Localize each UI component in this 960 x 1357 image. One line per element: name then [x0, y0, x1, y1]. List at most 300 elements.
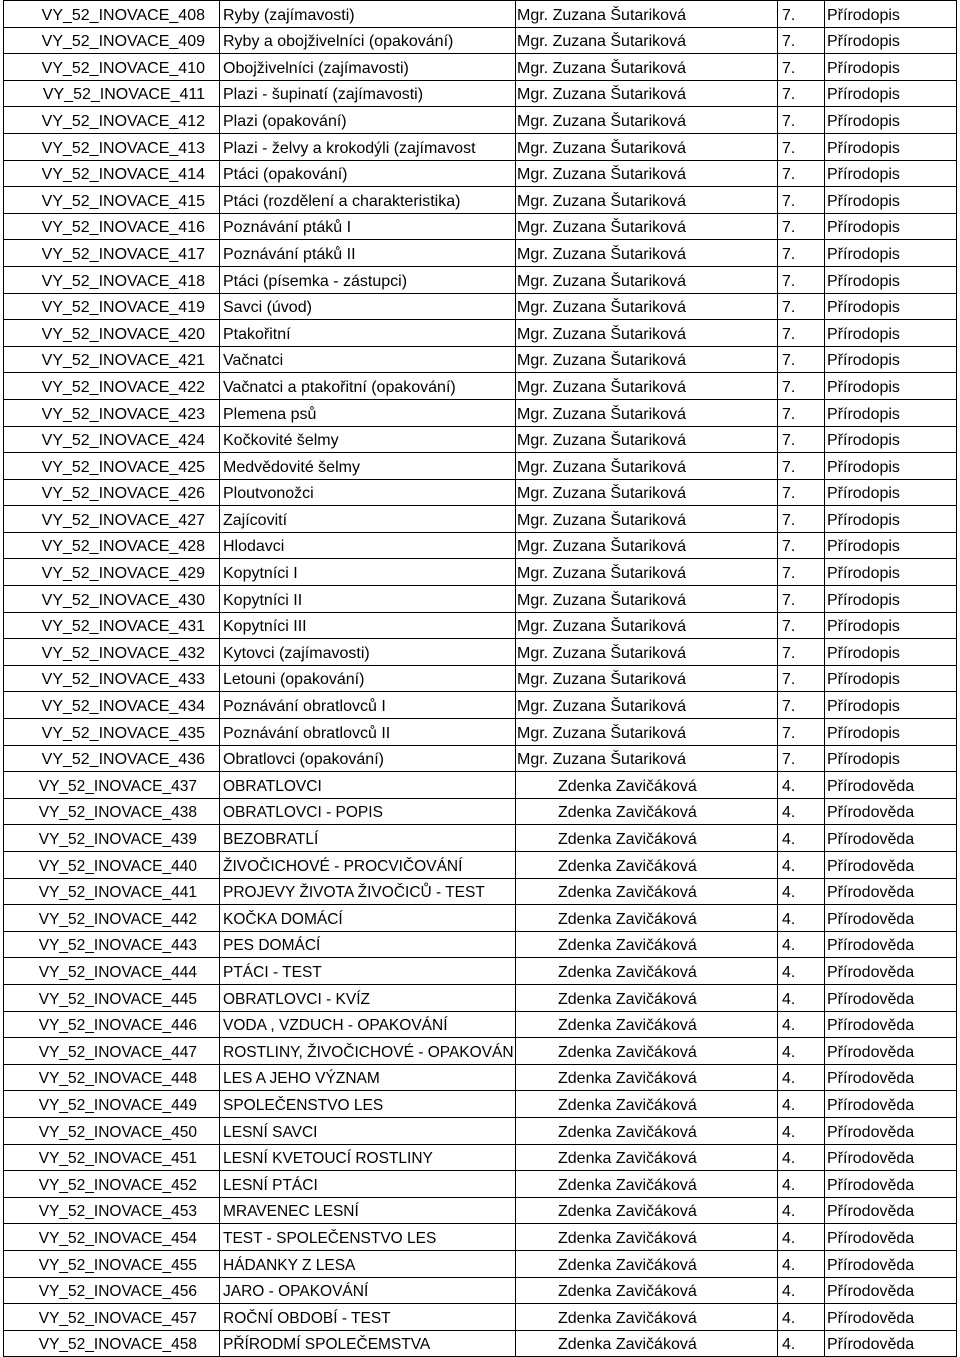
cell-name: Ryby (zajímavosti)	[220, 1, 516, 28]
cell-name: TEST - SPOLEČENSTVO LES	[220, 1224, 516, 1251]
cell-grade: 7.	[778, 54, 825, 81]
cell-code: VY_52_INOVACE_418	[4, 266, 220, 293]
cell-author: Mgr. Zuzana Šutariková	[516, 1, 778, 28]
table-row	[4, 506, 957, 533]
table-row	[4, 639, 957, 666]
cell-code: VY_52_INOVACE_415	[4, 187, 220, 214]
cell-code: VY_52_INOVACE_427	[4, 506, 220, 533]
cell-code: VY_52_INOVACE_425	[4, 453, 220, 480]
cell-author: Mgr. Zuzana Šutariková	[516, 80, 778, 107]
cell-grade: 7.	[778, 745, 825, 772]
cell-subject: Přírodověda	[825, 1064, 957, 1091]
cell-code: VY_52_INOVACE_441	[4, 878, 220, 905]
cell-grade: 4.	[778, 1304, 825, 1331]
cell-name: Ptáci (opakování)	[220, 160, 516, 187]
cell-code: VY_52_INOVACE_430	[4, 586, 220, 613]
cell-name: VODA , VZDUCH - OPAKOVÁNÍ	[220, 1011, 516, 1038]
cell-grade: 4.	[778, 905, 825, 932]
table-row	[4, 240, 957, 267]
cell-subject: Přírodopis	[825, 692, 957, 719]
cell-author: Mgr. Zuzana Šutariková	[516, 719, 778, 746]
cell-subject: Přírodověda	[825, 878, 957, 905]
cell-grade: 4.	[778, 984, 825, 1011]
cell-name: OBRATLOVCI - POPIS	[220, 798, 516, 825]
cell-subject: Přírodopis	[825, 719, 957, 746]
cell-subject: Přírodopis	[825, 373, 957, 400]
cell-author: Mgr. Zuzana Šutariková	[516, 399, 778, 426]
table-row	[4, 931, 957, 958]
cell-grade: 4.	[778, 852, 825, 879]
cell-name: LESNÍ PTÁCI	[220, 1171, 516, 1198]
cell-code: VY_52_INOVACE_454	[4, 1224, 220, 1251]
cell-grade: 4.	[778, 1011, 825, 1038]
cell-author: Zdenka Zavičáková	[516, 1277, 778, 1304]
cell-name: Ryby a obojživelníci (opakování)	[220, 27, 516, 54]
cell-grade: 7.	[778, 266, 825, 293]
cell-subject: Přírodopis	[825, 532, 957, 559]
cell-code: VY_52_INOVACE_456	[4, 1277, 220, 1304]
cell-grade: 7.	[778, 293, 825, 320]
cell-grade: 7.	[778, 320, 825, 347]
cell-grade: 4.	[778, 1250, 825, 1277]
cell-name: ROČNÍ OBDOBÍ - TEST	[220, 1304, 516, 1331]
cell-grade: 4.	[778, 1171, 825, 1198]
cell-author: Mgr. Zuzana Šutariková	[516, 107, 778, 134]
cell-name: KOČKA DOMÁCÍ	[220, 905, 516, 932]
cell-author: Zdenka Zavičáková	[516, 1064, 778, 1091]
cell-subject: Přírodopis	[825, 187, 957, 214]
cell-author: Mgr. Zuzana Šutariková	[516, 320, 778, 347]
cell-author: Mgr. Zuzana Šutariková	[516, 54, 778, 81]
table-row	[4, 426, 957, 453]
cell-grade: 4.	[778, 1091, 825, 1118]
cell-subject: Přírodopis	[825, 426, 957, 453]
cell-code: VY_52_INOVACE_446	[4, 1011, 220, 1038]
cell-name: PTÁCI - TEST	[220, 958, 516, 985]
table-row	[4, 453, 957, 480]
materials-table	[3, 0, 957, 1357]
cell-grade: 4.	[778, 958, 825, 985]
cell-author: Zdenka Zavičáková	[516, 905, 778, 932]
cell-grade: 7.	[778, 453, 825, 480]
cell-author: Mgr. Zuzana Šutariková	[516, 27, 778, 54]
cell-name: OBRATLOVCI	[220, 772, 516, 799]
cell-name: Ptáci (rozdělení a charakteristika)	[220, 187, 516, 214]
cell-name: Savci (úvod)	[220, 293, 516, 320]
cell-subject: Přírodopis	[825, 213, 957, 240]
cell-name: OBRATLOVCI - KVÍZ	[220, 984, 516, 1011]
table-row	[4, 1171, 957, 1198]
cell-subject: Přírodověda	[825, 1091, 957, 1118]
cell-author: Zdenka Zavičáková	[516, 1117, 778, 1144]
cell-name: Hlodavci	[220, 532, 516, 559]
cell-code: VY_52_INOVACE_458	[4, 1330, 220, 1357]
cell-subject: Přírodověda	[825, 852, 957, 879]
cell-code: VY_52_INOVACE_409	[4, 27, 220, 54]
cell-subject: Přírodopis	[825, 107, 957, 134]
cell-code: VY_52_INOVACE_443	[4, 931, 220, 958]
cell-code: VY_52_INOVACE_433	[4, 665, 220, 692]
cell-code: VY_52_INOVACE_426	[4, 479, 220, 506]
cell-name: HÁDANKY Z LESA	[220, 1250, 516, 1277]
table-row	[4, 54, 957, 81]
cell-name: Kopytníci I	[220, 559, 516, 586]
cell-subject: Přírodopis	[825, 133, 957, 160]
table-row	[4, 1091, 957, 1118]
cell-author: Zdenka Zavičáková	[516, 1171, 778, 1198]
cell-code: VY_52_INOVACE_451	[4, 1144, 220, 1171]
cell-grade: 7.	[778, 506, 825, 533]
cell-code: VY_52_INOVACE_438	[4, 798, 220, 825]
cell-subject: Přírodověda	[825, 931, 957, 958]
cell-subject: Přírodopis	[825, 665, 957, 692]
table-row	[4, 692, 957, 719]
cell-subject: Přírodopis	[825, 612, 957, 639]
cell-subject: Přírodopis	[825, 266, 957, 293]
cell-name: Plemena psů	[220, 399, 516, 426]
cell-name: Poznávání ptáků II	[220, 240, 516, 267]
cell-code: VY_52_INOVACE_436	[4, 745, 220, 772]
cell-subject: Přírodověda	[825, 1038, 957, 1065]
cell-author: Mgr. Zuzana Šutariková	[516, 160, 778, 187]
cell-code: VY_52_INOVACE_444	[4, 958, 220, 985]
cell-grade: 7.	[778, 665, 825, 692]
cell-name: MRAVENEC LESNÍ	[220, 1197, 516, 1224]
cell-subject: Přírodopis	[825, 27, 957, 54]
table-row	[4, 798, 957, 825]
cell-code: VY_52_INOVACE_445	[4, 984, 220, 1011]
cell-grade: 4.	[778, 1038, 825, 1065]
cell-code: VY_52_INOVACE_411	[4, 80, 220, 107]
cell-grade: 7.	[778, 426, 825, 453]
cell-subject: Přírodověda	[825, 1171, 957, 1198]
table-row	[4, 1064, 957, 1091]
cell-code: VY_52_INOVACE_431	[4, 612, 220, 639]
cell-grade: 7.	[778, 612, 825, 639]
table-row	[4, 905, 957, 932]
cell-code: VY_52_INOVACE_437	[4, 772, 220, 799]
cell-code: VY_52_INOVACE_448	[4, 1064, 220, 1091]
cell-author: Zdenka Zavičáková	[516, 852, 778, 879]
cell-subject: Přírodověda	[825, 1144, 957, 1171]
table-row	[4, 1250, 957, 1277]
cell-subject: Přírodověda	[825, 1197, 957, 1224]
cell-author: Mgr. Zuzana Šutariková	[516, 346, 778, 373]
table-row	[4, 107, 957, 134]
table-row	[4, 878, 957, 905]
cell-author: Mgr. Zuzana Šutariková	[516, 453, 778, 480]
cell-author: Zdenka Zavičáková	[516, 1011, 778, 1038]
cell-grade: 4.	[778, 1117, 825, 1144]
cell-grade: 4.	[778, 931, 825, 958]
cell-name: LESNÍ KVETOUCÍ ROSTLINY	[220, 1144, 516, 1171]
cell-subject: Přírodověda	[825, 1330, 957, 1357]
cell-author: Mgr. Zuzana Šutariková	[516, 612, 778, 639]
cell-name: Letouni (opakování)	[220, 665, 516, 692]
table-row	[4, 772, 957, 799]
cell-name: Kopytníci III	[220, 612, 516, 639]
cell-author: Mgr. Zuzana Šutariková	[516, 479, 778, 506]
cell-subject: Přírodopis	[825, 639, 957, 666]
table-row	[4, 266, 957, 293]
cell-code: VY_52_INOVACE_457	[4, 1304, 220, 1331]
cell-subject: Přírodověda	[825, 798, 957, 825]
cell-name: Zajícovití	[220, 506, 516, 533]
cell-code: VY_52_INOVACE_422	[4, 373, 220, 400]
table-row	[4, 1038, 957, 1065]
cell-code: VY_52_INOVACE_413	[4, 133, 220, 160]
cell-subject: Přírodopis	[825, 559, 957, 586]
cell-code: VY_52_INOVACE_440	[4, 852, 220, 879]
table-row	[4, 1277, 957, 1304]
cell-subject: Přírodopis	[825, 745, 957, 772]
cell-name: ROSTLINY, ŽIVOČICHOVÉ - OPAKOVÁN	[220, 1038, 516, 1065]
cell-code: VY_52_INOVACE_424	[4, 426, 220, 453]
cell-author: Zdenka Zavičáková	[516, 1250, 778, 1277]
cell-subject: Přírodopis	[825, 80, 957, 107]
cell-code: VY_52_INOVACE_434	[4, 692, 220, 719]
cell-name: LES A JEHO VÝZNAM	[220, 1064, 516, 1091]
table-row	[4, 373, 957, 400]
cell-name: Obojživelníci (zajímavosti)	[220, 54, 516, 81]
cell-grade: 7.	[778, 639, 825, 666]
table-row	[4, 852, 957, 879]
cell-subject: Přírodopis	[825, 54, 957, 81]
cell-name: Vačnatci a ptakořitní (opakování)	[220, 373, 516, 400]
cell-grade: 4.	[778, 1197, 825, 1224]
cell-grade: 7.	[778, 187, 825, 214]
cell-grade: 7.	[778, 1, 825, 28]
cell-subject: Přírodověda	[825, 1250, 957, 1277]
cell-code: VY_52_INOVACE_419	[4, 293, 220, 320]
cell-author: Zdenka Zavičáková	[516, 958, 778, 985]
cell-code: VY_52_INOVACE_450	[4, 1117, 220, 1144]
table-row	[4, 1011, 957, 1038]
cell-grade: 7.	[778, 532, 825, 559]
cell-subject: Přírodopis	[825, 479, 957, 506]
cell-author: Zdenka Zavičáková	[516, 984, 778, 1011]
cell-name: Kopytníci II	[220, 586, 516, 613]
cell-code: VY_52_INOVACE_412	[4, 107, 220, 134]
cell-subject: Přírodopis	[825, 586, 957, 613]
cell-name: PROJEVY ŽIVOTA ŽIVOČICŮ - TEST	[220, 878, 516, 905]
cell-author: Zdenka Zavičáková	[516, 1330, 778, 1357]
table-row	[4, 320, 957, 347]
cell-grade: 4.	[778, 798, 825, 825]
cell-author: Mgr. Zuzana Šutariková	[516, 293, 778, 320]
cell-grade: 7.	[778, 240, 825, 267]
cell-code: VY_52_INOVACE_449	[4, 1091, 220, 1118]
cell-name: PŘÍRODMÍ SPOLEČEMSTVA	[220, 1330, 516, 1357]
cell-author: Mgr. Zuzana Šutariková	[516, 240, 778, 267]
cell-subject: Přírodověda	[825, 905, 957, 932]
cell-grade: 7.	[778, 399, 825, 426]
table-row	[4, 479, 957, 506]
materials-table-body	[4, 1, 957, 1357]
cell-grade: 7.	[778, 719, 825, 746]
table-row	[4, 293, 957, 320]
table-row	[4, 213, 957, 240]
cell-author: Mgr. Zuzana Šutariková	[516, 133, 778, 160]
cell-code: VY_52_INOVACE_452	[4, 1171, 220, 1198]
cell-grade: 4.	[778, 878, 825, 905]
cell-author: Mgr. Zuzana Šutariková	[516, 426, 778, 453]
table-row	[4, 532, 957, 559]
cell-name: ŽIVOČICHOVÉ - PROCVIČOVÁNÍ	[220, 852, 516, 879]
cell-author: Mgr. Zuzana Šutariková	[516, 266, 778, 293]
cell-subject: Přírodopis	[825, 346, 957, 373]
cell-author: Zdenka Zavičáková	[516, 825, 778, 852]
table-row	[4, 559, 957, 586]
table-row	[4, 984, 957, 1011]
cell-author: Mgr. Zuzana Šutariková	[516, 373, 778, 400]
cell-code: VY_52_INOVACE_420	[4, 320, 220, 347]
cell-subject: Přírodověda	[825, 958, 957, 985]
cell-author: Mgr. Zuzana Šutariková	[516, 665, 778, 692]
cell-subject: Přírodověda	[825, 825, 957, 852]
cell-subject: Přírodověda	[825, 1304, 957, 1331]
cell-subject: Přírodověda	[825, 1224, 957, 1251]
cell-subject: Přírodopis	[825, 506, 957, 533]
cell-name: Vačnatci	[220, 346, 516, 373]
cell-author: Mgr. Zuzana Šutariková	[516, 745, 778, 772]
cell-name: Obratlovci (opakování)	[220, 745, 516, 772]
cell-grade: 7.	[778, 160, 825, 187]
table-row	[4, 719, 957, 746]
table-row	[4, 825, 957, 852]
cell-author: Zdenka Zavičáková	[516, 1304, 778, 1331]
cell-grade: 4.	[778, 1277, 825, 1304]
cell-author: Mgr. Zuzana Šutariková	[516, 586, 778, 613]
cell-name: Plazi - šupinatí (zajímavosti)	[220, 80, 516, 107]
cell-name: Kytovci (zajímavosti)	[220, 639, 516, 666]
cell-code: VY_52_INOVACE_428	[4, 532, 220, 559]
cell-name: Plazi (opakování)	[220, 107, 516, 134]
cell-name: Ploutvonožci	[220, 479, 516, 506]
cell-code: VY_52_INOVACE_416	[4, 213, 220, 240]
cell-subject: Přírodověda	[825, 984, 957, 1011]
cell-name: Poznávání obratlovců II	[220, 719, 516, 746]
table-row	[4, 586, 957, 613]
cell-code: VY_52_INOVACE_410	[4, 54, 220, 81]
cell-author: Zdenka Zavičáková	[516, 1091, 778, 1118]
cell-name: SPOLEČENSTVO LES	[220, 1091, 516, 1118]
cell-name: Kočkovité šelmy	[220, 426, 516, 453]
cell-grade: 4.	[778, 1064, 825, 1091]
cell-name: Poznávání ptáků I	[220, 213, 516, 240]
cell-author: Zdenka Zavičáková	[516, 772, 778, 799]
cell-grade: 7.	[778, 213, 825, 240]
table-row	[4, 160, 957, 187]
table-row	[4, 1144, 957, 1171]
cell-author: Mgr. Zuzana Šutariková	[516, 692, 778, 719]
cell-name: Ptakořitní	[220, 320, 516, 347]
table-row	[4, 187, 957, 214]
cell-grade: 4.	[778, 825, 825, 852]
cell-grade: 4.	[778, 1144, 825, 1171]
cell-code: VY_52_INOVACE_455	[4, 1250, 220, 1277]
cell-grade: 7.	[778, 80, 825, 107]
table-row	[4, 1197, 957, 1224]
cell-subject: Přírodopis	[825, 1, 957, 28]
table-row	[4, 745, 957, 772]
cell-grade: 4.	[778, 772, 825, 799]
cell-grade: 7.	[778, 479, 825, 506]
cell-author: Zdenka Zavičáková	[516, 798, 778, 825]
cell-grade: 7.	[778, 107, 825, 134]
cell-author: Mgr. Zuzana Šutariková	[516, 187, 778, 214]
cell-grade: 7.	[778, 346, 825, 373]
table-row	[4, 1224, 957, 1251]
cell-code: VY_52_INOVACE_439	[4, 825, 220, 852]
cell-subject: Přírodopis	[825, 293, 957, 320]
cell-name: JARO - OPAKOVÁNÍ	[220, 1277, 516, 1304]
cell-subject: Přírodopis	[825, 320, 957, 347]
cell-author: Zdenka Zavičáková	[516, 1038, 778, 1065]
cell-subject: Přírodopis	[825, 453, 957, 480]
cell-name: Ptáci (písemka - zástupci)	[220, 266, 516, 293]
table-row	[4, 1330, 957, 1357]
cell-code: VY_52_INOVACE_435	[4, 719, 220, 746]
cell-code: VY_52_INOVACE_447	[4, 1038, 220, 1065]
cell-grade: 7.	[778, 373, 825, 400]
cell-author: Mgr. Zuzana Šutariková	[516, 559, 778, 586]
cell-author: Mgr. Zuzana Šutariková	[516, 506, 778, 533]
cell-subject: Přírodopis	[825, 240, 957, 267]
table-row	[4, 27, 957, 54]
table-row	[4, 399, 957, 426]
cell-grade: 7.	[778, 586, 825, 613]
cell-author: Zdenka Zavičáková	[516, 1144, 778, 1171]
table-row	[4, 1117, 957, 1144]
cell-name: Medvědovité šelmy	[220, 453, 516, 480]
cell-author: Zdenka Zavičáková	[516, 931, 778, 958]
cell-code: VY_52_INOVACE_442	[4, 905, 220, 932]
table-row	[4, 133, 957, 160]
table-row	[4, 612, 957, 639]
cell-author: Mgr. Zuzana Šutariková	[516, 639, 778, 666]
cell-code: VY_52_INOVACE_432	[4, 639, 220, 666]
table-row	[4, 346, 957, 373]
cell-author: Mgr. Zuzana Šutariková	[516, 213, 778, 240]
cell-grade: 4.	[778, 1330, 825, 1357]
cell-code: VY_52_INOVACE_417	[4, 240, 220, 267]
cell-name: PES DOMÁCÍ	[220, 931, 516, 958]
cell-name: LESNÍ SAVCI	[220, 1117, 516, 1144]
cell-subject: Přírodověda	[825, 1011, 957, 1038]
cell-name: Plazi - želvy a krokodýli (zajímavost	[220, 133, 516, 160]
table-row	[4, 665, 957, 692]
cell-author: Zdenka Zavičáková	[516, 1224, 778, 1251]
cell-subject: Přírodopis	[825, 399, 957, 426]
table-row	[4, 1304, 957, 1331]
cell-grade: 4.	[778, 1224, 825, 1251]
cell-code: VY_52_INOVACE_408	[4, 1, 220, 28]
cell-author: Zdenka Zavičáková	[516, 878, 778, 905]
cell-grade: 7.	[778, 559, 825, 586]
cell-subject: Přírodověda	[825, 772, 957, 799]
cell-author: Mgr. Zuzana Šutariková	[516, 532, 778, 559]
table-row	[4, 958, 957, 985]
table-row	[4, 80, 957, 107]
cell-subject: Přírodověda	[825, 1277, 957, 1304]
cell-code: VY_52_INOVACE_429	[4, 559, 220, 586]
cell-name: BEZOBRATLÍ	[220, 825, 516, 852]
cell-grade: 7.	[778, 692, 825, 719]
cell-author: Zdenka Zavičáková	[516, 1197, 778, 1224]
cell-name: Poznávání obratlovců I	[220, 692, 516, 719]
cell-code: VY_52_INOVACE_421	[4, 346, 220, 373]
